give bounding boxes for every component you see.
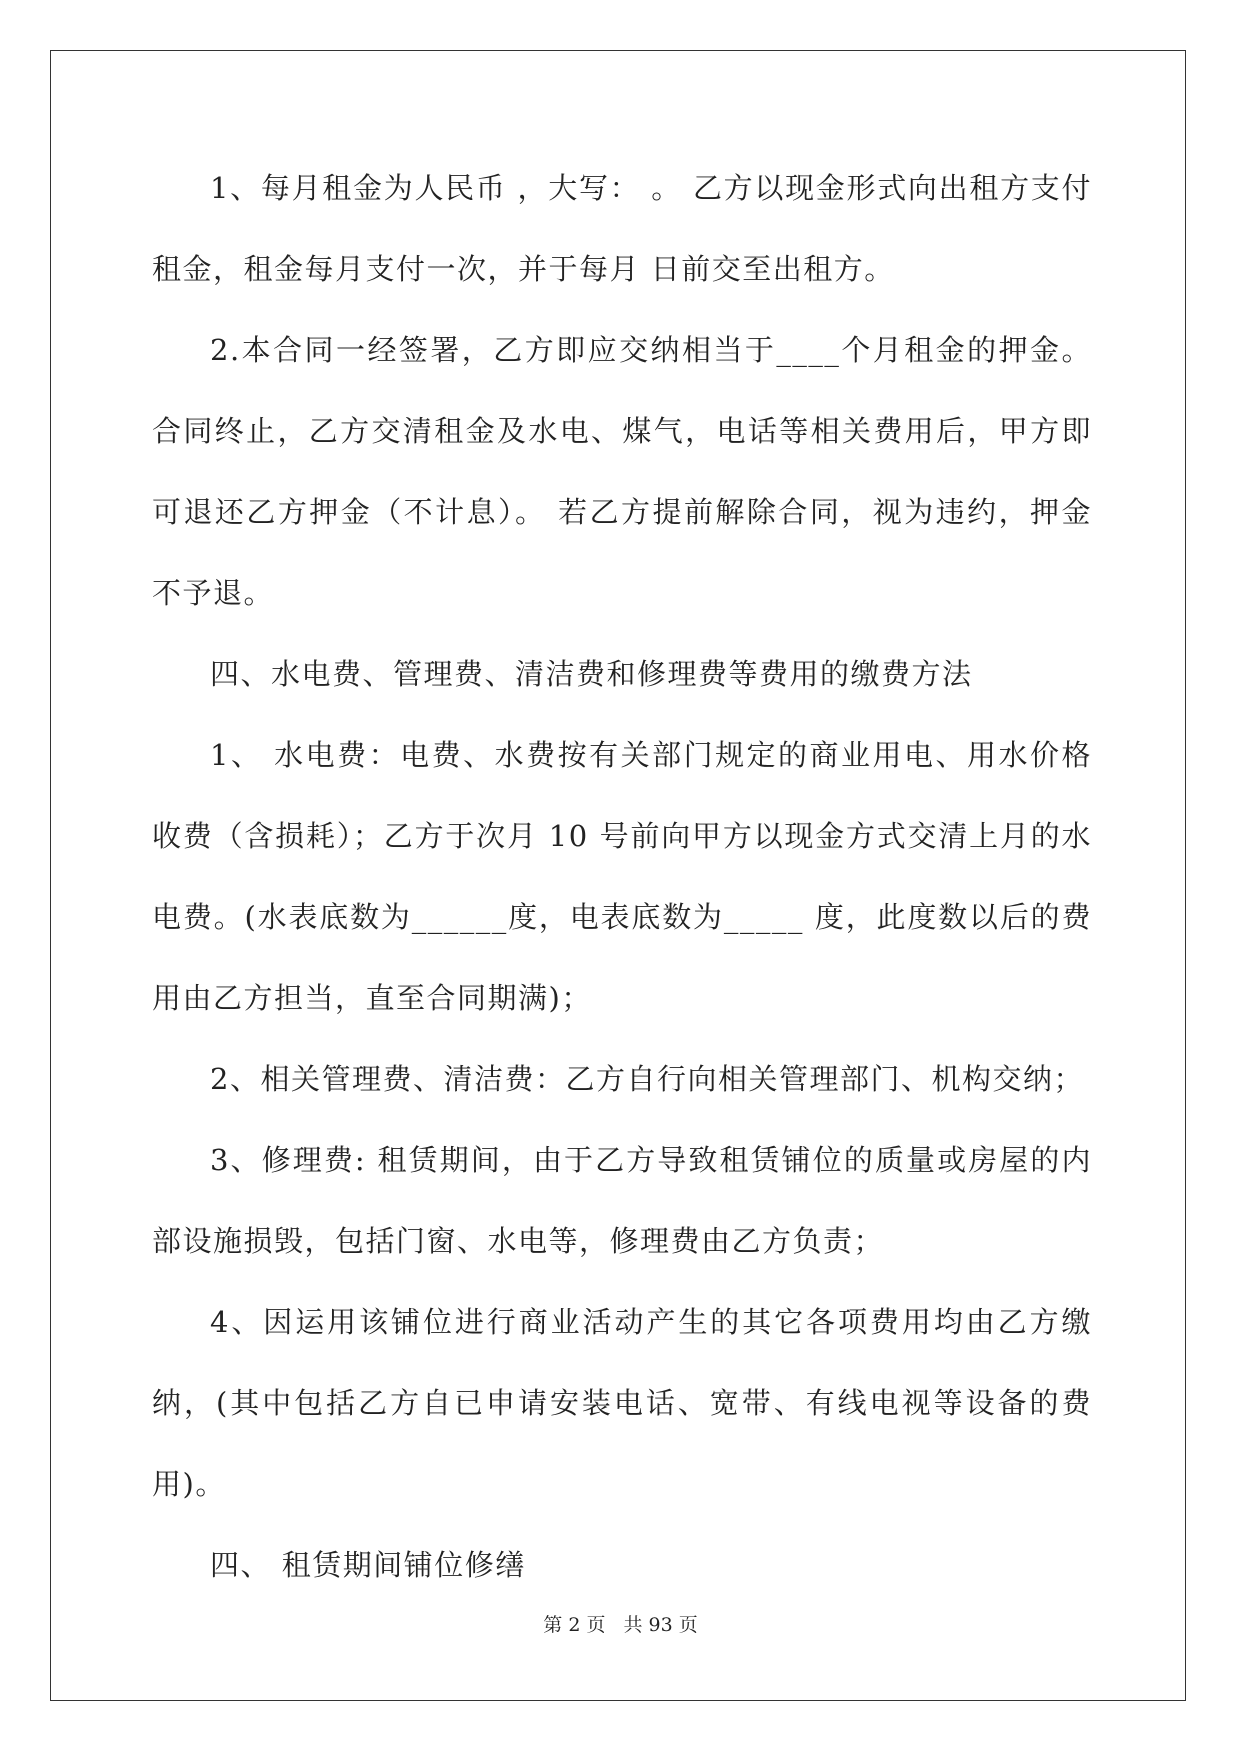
page-number: 第 2 页 (543, 1614, 606, 1636)
paragraph-other-fees: 4、因运用该铺位进行商业活动产生的其它各项费用均由乙方缴纳，(其中包括乙方自已申请安装电话、宽带、有线电视等设备的费用)。 (152, 1305, 1092, 1501)
section-heading-fees: 四、水电费、管理费、清洁费和修理费等费用的缴费方法 (210, 657, 973, 691)
section-heading-repairs: 四、 租赁期间铺位修缮 (210, 1548, 526, 1582)
paragraph-utility-fees: 1、 水电费：电费、水费按有关部门规定的商业用电、用水价格收费（含损耗）；乙方于次月 10 号前向甲方以现金方式交清上月的水电费。(水表底数为______度，电表底数为_____ 度，此度数以后的费用由乙方担当，直至合同期满)； (152, 738, 1092, 1015)
paragraph-management-fees: 2、相关管理费、清洁费：乙方自行向相关管理部门、机构交纳； (210, 1062, 1084, 1096)
document-body (152, 148, 1092, 1606)
paragraph-rent-payment: 1、每月租金为人民币 ，大写： 。 乙方以现金形式向出租方支付租金，租金每月支付一次，并于每月 日前交至出租方。 (152, 171, 1092, 286)
paragraph-deposit: 2.本合同一经签署，乙方即应交纳相当于____个月租金的押金。合同终止，乙方交清租金及水电、煤气，电话等相关费用后，甲方即可退还乙方押金（不计息）。 若乙方提前解除合同，视为违约，押金不予退。 (152, 333, 1092, 610)
paragraph-repair-fees: 3、修理费: 租赁期间，由于乙方导致租赁铺位的质量或房屋的内部设施损毁，包括门窗、水电等，修理费由乙方负责； (152, 1143, 1092, 1258)
page-total: 共 93 页 (623, 1614, 698, 1636)
page-footer (0, 1610, 1241, 1637)
